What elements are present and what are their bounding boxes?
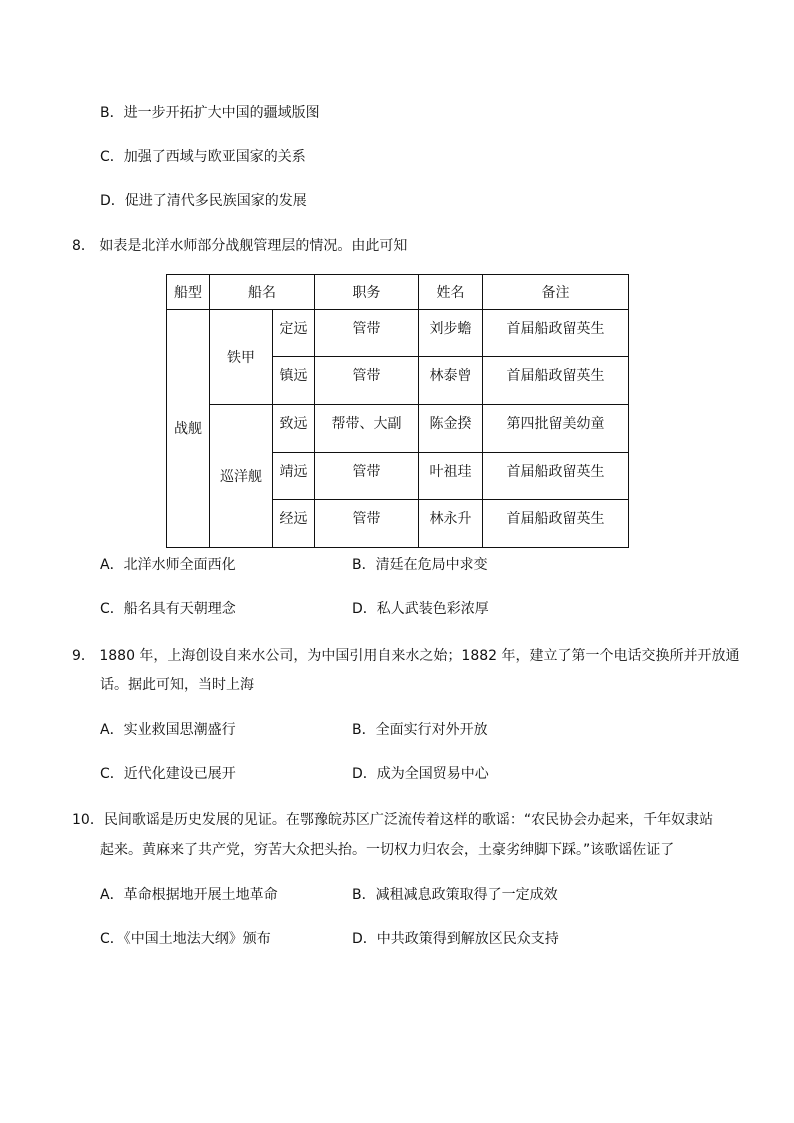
cell-ship-type: 战舰 (167, 309, 210, 547)
cell-ship-name: 定远 (273, 309, 315, 357)
header-note: 备注 (483, 275, 629, 310)
q10-option-c: C．《中国土地法大纲》颁布 (100, 931, 271, 947)
cell-duty: 管带 (315, 452, 419, 500)
cell-ship-name: 致远 (273, 404, 315, 452)
cell-note: 首届船政留英生 (483, 309, 629, 357)
cell-duty: 帮带、大副 (315, 404, 419, 452)
cell-ship-name: 镇远 (273, 357, 315, 405)
cell-class-ironclad: 铁甲 (210, 309, 273, 404)
q9-option-b: B．全面实行对外开放 (352, 722, 488, 738)
q10-option-a: A．革命根据地开展土地革命 (100, 887, 278, 903)
cell-duty: 管带 (315, 309, 419, 357)
cell-ship-name: 经远 (273, 500, 315, 548)
q8-stem: 8． 如表是北洋水师部分战舰管理层的情况。由此可知 (72, 238, 408, 254)
cell-class-cruiser: 巡洋舰 (210, 404, 273, 547)
header-person: 姓名 (419, 275, 483, 310)
q8-option-c: C．船名具有天朝理念 (100, 601, 236, 617)
table-row (167, 404, 629, 452)
header-ship-type: 船型 (167, 275, 210, 310)
cell-person: 林泰曾 (419, 357, 483, 405)
q7-option-b: B．进一步开拓扩大中国的疆域版图 (100, 105, 320, 121)
header-ship-name: 船名 (210, 275, 315, 310)
q8-option-d: D．私人武装色彩浓厚 (352, 601, 489, 617)
q7-option-d: D．促进了清代多民族国家的发展 (100, 193, 307, 209)
cell-note: 首届船政留英生 (483, 500, 629, 548)
cell-duty: 管带 (315, 500, 419, 548)
table-row (167, 309, 629, 357)
cell-note: 首届船政留英生 (483, 452, 629, 500)
q10-stem-line2: 起来。黄麻来了共产党，穷苦大众把头抬。一切权力归农会，土豪劣绅脚下踩。”该歌谣佐证了 (100, 842, 675, 858)
q10-stem-line1: 10．民间歌谣是历史发展的见证。在鄂豫皖苏区广泛流传着这样的歌谣：“农民协会办起来，千年奴隶站 (72, 812, 714, 828)
cell-person: 林永升 (419, 500, 483, 548)
warship-table (166, 274, 629, 548)
cell-duty: 管带 (315, 357, 419, 405)
cell-note: 第四批留美幼童 (483, 404, 629, 452)
header-duty: 职务 (315, 275, 419, 310)
q9-option-c: C．近代化建设已展开 (100, 766, 236, 782)
cell-person: 叶祖珪 (419, 452, 483, 500)
q8-option-a: A．北洋水师全面西化 (100, 557, 236, 573)
cell-ship-name: 靖远 (273, 452, 315, 500)
q10-option-b: B．减租减息政策取得了一定成效 (352, 887, 558, 903)
cell-person: 刘步蟾 (419, 309, 483, 357)
q9-option-a: A．实业救国思潮盛行 (100, 722, 236, 738)
q9-stem-line2: 话。据此可知，当时上海 (100, 677, 254, 693)
q7-option-c: C．加强了西域与欧亚国家的关系 (100, 149, 306, 165)
table-header-row (167, 275, 629, 310)
q9-option-d: D．成为全国贸易中心 (352, 766, 489, 782)
q10-option-d: D．中共政策得到解放区民众支持 (352, 931, 559, 947)
cell-note: 首届船政留英生 (483, 357, 629, 405)
cell-person: 陈金揆 (419, 404, 483, 452)
q9-stem-line1: 9． 1880 年，上海创设自来水公司，为中国引用自来水之始；1882 年，建立了第一个电话交换所并开放通 (72, 648, 740, 664)
q8-option-b: B．清廷在危局中求变 (352, 557, 488, 573)
